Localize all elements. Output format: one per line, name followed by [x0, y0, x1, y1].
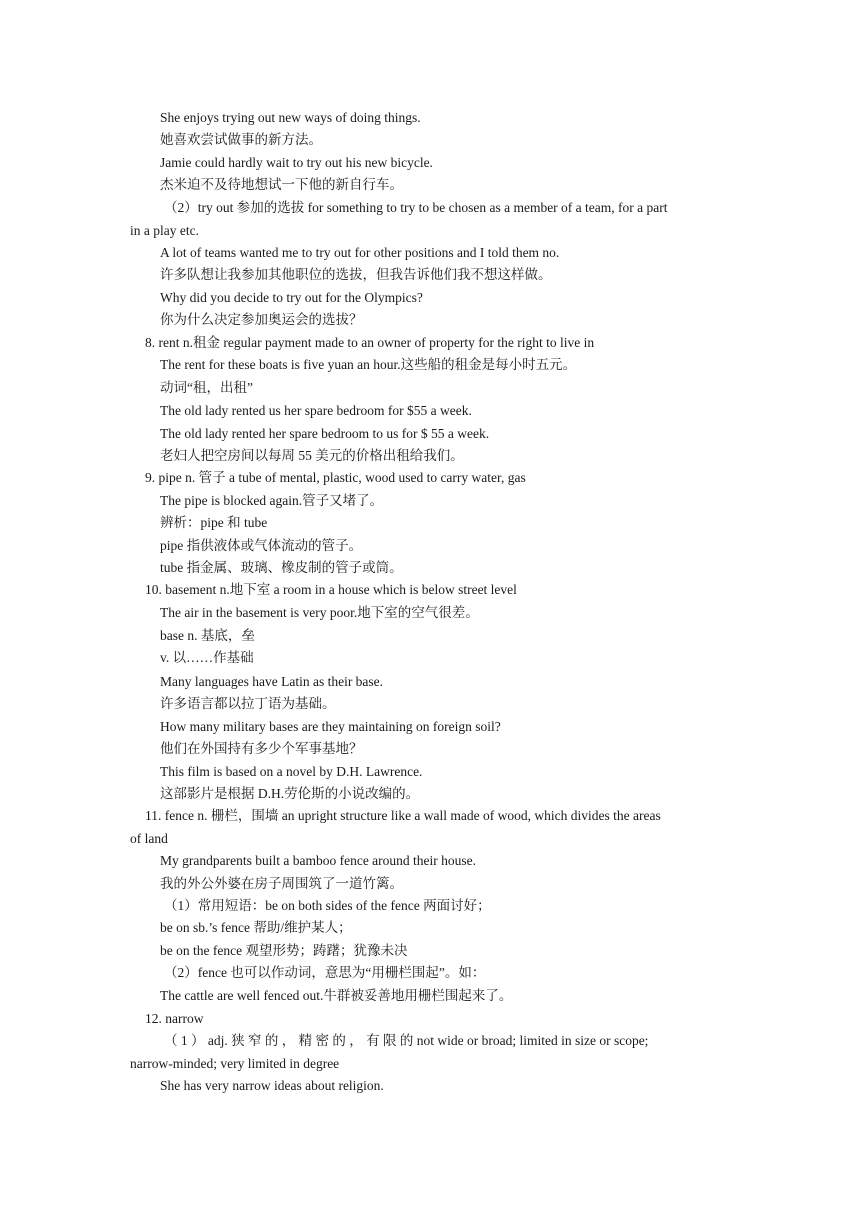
note-text: 动词“租，出租”: [160, 380, 253, 395]
example-sentence: My grandparents built a bamboo fence around their house.: [160, 853, 477, 868]
example-translation: 老妇人把空房间以每周 55 美元的价格出租给我们。: [160, 448, 464, 463]
example-sentence: The rent for these boats is five yuan an hour.这些船的租金是每小时五元。: [160, 357, 577, 372]
example-sentence: The cattle are well fenced out.牛群被妥善地用栅栏围起来了。: [160, 988, 513, 1003]
phrase-note: be on sb.’s fence 帮助/维护某人；: [160, 920, 352, 935]
phrase-note: （1）常用短语：be on both sides of the fence 两面讨好；: [164, 898, 491, 913]
example-translation: 我的外公外婆在房子周围筑了一道竹篱。: [160, 876, 403, 891]
note-text: base n. 基底，垒: [160, 628, 255, 643]
entry-heading-fence: 11. fence n. 栅栏，围墙 an upright structure like a wall made of wood, which divides the areas: [145, 808, 661, 823]
phrase-note: be on the fence 观望形势；踌躇；犹豫未决: [160, 943, 408, 958]
note-text: v. 以……作基础: [160, 650, 254, 665]
example-sentence: Why did you decide to try out for the Olympics?: [160, 290, 423, 305]
phrase-note: （2）fence 也可以作动词，意思为“用栅栏围起”。如：: [164, 965, 486, 980]
example-translation: 他们在外国持有多少个军事基地？: [160, 741, 363, 756]
entry-heading-narrow: 12. narrow: [145, 1011, 204, 1026]
example-translation: 杰米迫不及待地想试一下他的新自行车。: [160, 177, 403, 192]
sense-heading-continued: narrow-minded; very limited in degree: [130, 1056, 340, 1071]
example-translation: 许多队想让我参加其他职位的选拔，但我告诉他们我不想这样做。: [160, 267, 552, 282]
entry-heading-pipe: 9. pipe n. 管子 a tube of mental, plastic, wood used to carry water, gas: [145, 470, 526, 485]
example-translation: 她喜欢尝试做事的新方法。: [160, 132, 322, 147]
sense-heading-continued: in a play etc.: [130, 223, 199, 238]
note-text: tube 指金属、玻璃、橡皮制的管子或筒。: [160, 560, 403, 575]
entry-heading-continued: of land: [130, 831, 168, 846]
example-sentence: She enjoys trying out new ways of doing things.: [160, 110, 421, 125]
entry-heading-rent: 8. rent n.租金 regular payment made to an owner of property for the right to live in: [145, 335, 595, 350]
example-sentence: The pipe is blocked again.管子又堵了。: [160, 493, 384, 508]
example-sentence: A lot of teams wanted me to try out for other positions and I told them no.: [160, 245, 560, 260]
example-sentence: The old lady rented her spare bedroom to us for $ 55 a week.: [160, 426, 490, 441]
example-translation: 你为什么决定参加奥运会的选拔？: [160, 312, 363, 327]
example-sentence: She has very narrow ideas about religion.: [160, 1078, 384, 1093]
entry-heading-basement: 10. basement n.地下室 a room in a house which is below street level: [145, 582, 517, 597]
note-text: 辨析：pipe 和 tube: [160, 515, 268, 530]
sense-heading: （ 1 ） adj. 狭 窄 的 ， 精 密 的 ， 有 限 的 not wide or broad; limited in size or scope;: [164, 1033, 649, 1048]
example-translation: 这部影片是根据 D.H.劳伦斯的小说改编的。: [160, 786, 420, 801]
example-translation: 许多语言都以拉丁语为基础。: [160, 696, 336, 711]
example-sentence: The old lady rented us her spare bedroom for $55 a week.: [160, 403, 472, 418]
example-sentence: This film is based on a novel by D.H. Lawrence.: [160, 764, 423, 779]
example-sentence: Many languages have Latin as their base.: [160, 674, 384, 689]
example-sentence: How many military bases are they maintaining on foreign soil?: [160, 719, 501, 734]
sense-heading: （2）try out 参加的选拔 for something to try to be chosen as a member of a team, for a part: [164, 200, 668, 215]
example-sentence: Jamie could hardly wait to try out his new bicycle.: [160, 155, 433, 170]
example-sentence: The air in the basement is very poor.地下室的空气很差。: [160, 605, 479, 620]
note-text: pipe 指供液体或气体流动的管子。: [160, 538, 363, 553]
